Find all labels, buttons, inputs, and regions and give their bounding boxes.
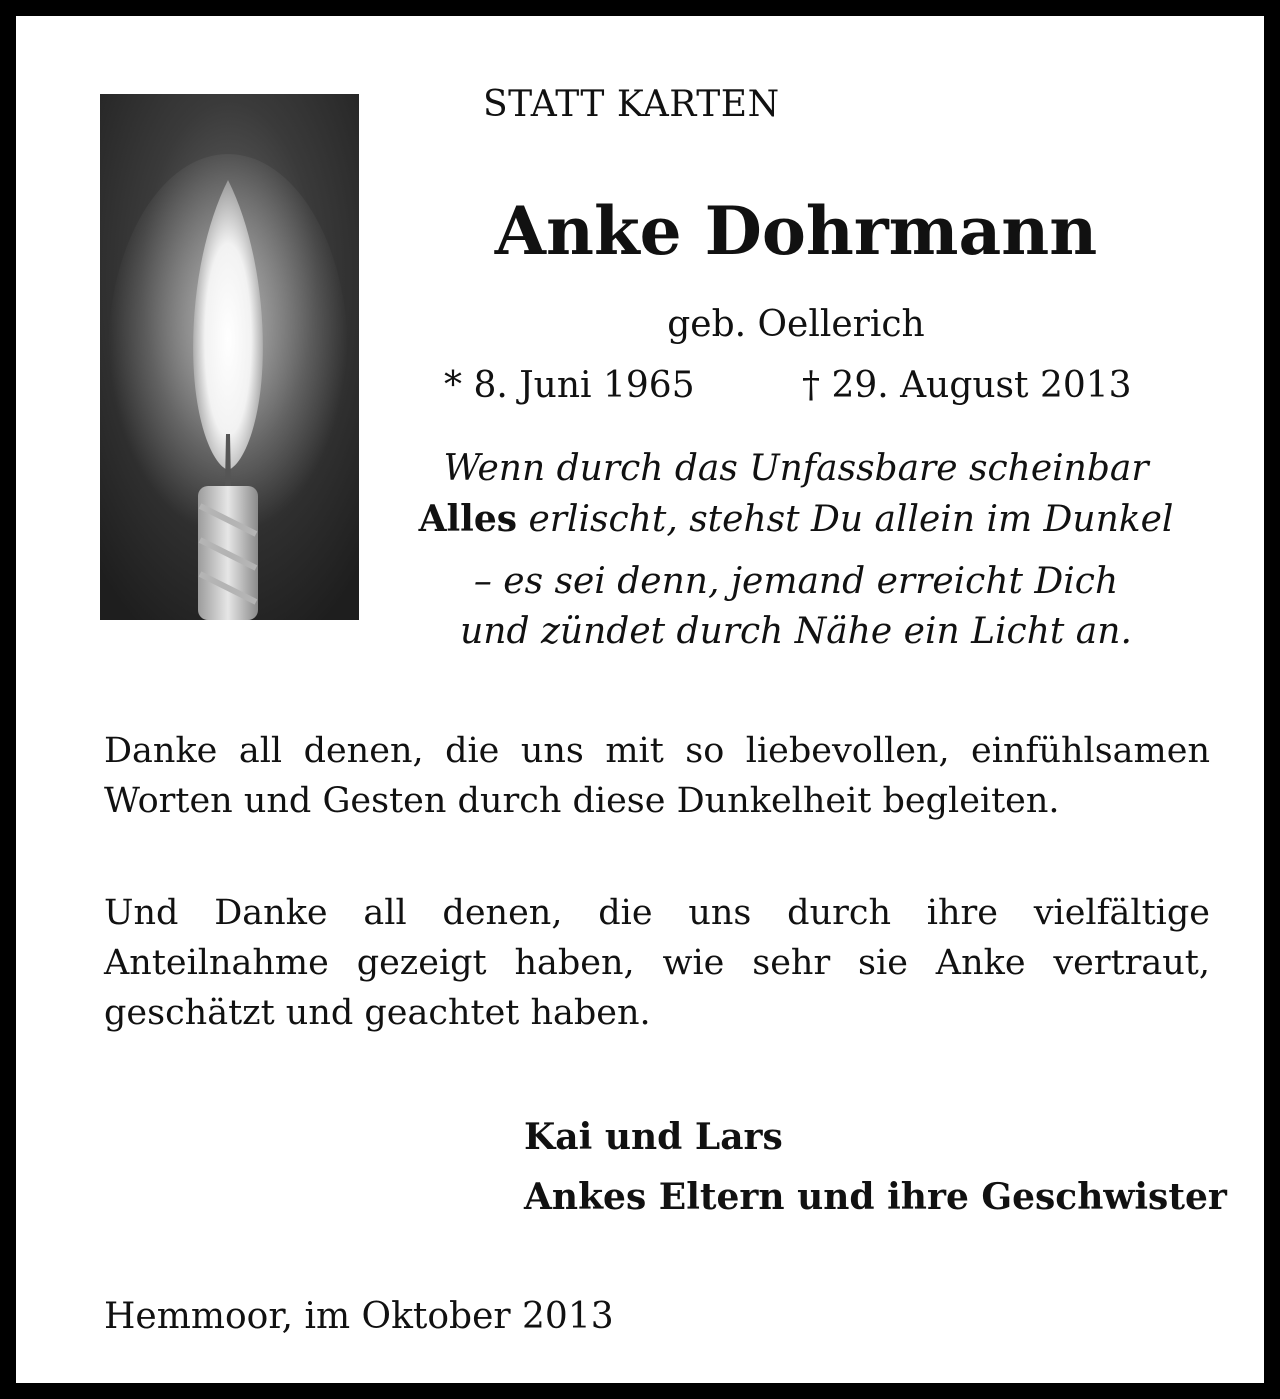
poem-line-1: Wenn durch das Unfassbare scheinbar — [443, 448, 1149, 489]
birth-name: geb. Oellerich — [667, 304, 925, 345]
candle-image — [100, 94, 359, 620]
birth-date: * 8. Juni 1965 — [444, 365, 695, 406]
signatory-1: Kai und Lars — [524, 1116, 783, 1158]
place-date: Hemmoor, im Oktober 2013 — [104, 1296, 614, 1337]
poem-line-3: – es sei denn, jemand erreicht Dich — [473, 561, 1119, 602]
poem-line-2 — [376, 494, 1216, 545]
signatory-2: Ankes Eltern und ihre Geschwister — [524, 1176, 1227, 1218]
poem-emphasis: Alles — [418, 498, 518, 540]
poem — [376, 444, 1216, 657]
poem-line-4: und zündet durch Nähe ein Licht an. — [460, 611, 1132, 652]
poem-line-2-rest: erlischt, stehst Du allein im Dunkel — [517, 499, 1174, 540]
deceased-name: Anke Dohrmann — [494, 192, 1098, 270]
death-date: † 29. August 2013 — [802, 365, 1132, 406]
thanks-paragraph-1: Danke all denen, die uns mit so liebevollen, einfühlsamen Worten und Gesten durch diese Dunkelheit begleiten. — [104, 731, 1210, 821]
header-statt-karten: STATT KARTEN — [483, 84, 780, 125]
candle-flame-icon — [100, 94, 359, 620]
thanks-paragraph-2: Und Danke all denen, die uns durch ihre vielfältige Anteilnahme gezeigt haben, wie sehr sie Anke vertraut, geschätzt und geachtet haben. — [104, 893, 1210, 1033]
